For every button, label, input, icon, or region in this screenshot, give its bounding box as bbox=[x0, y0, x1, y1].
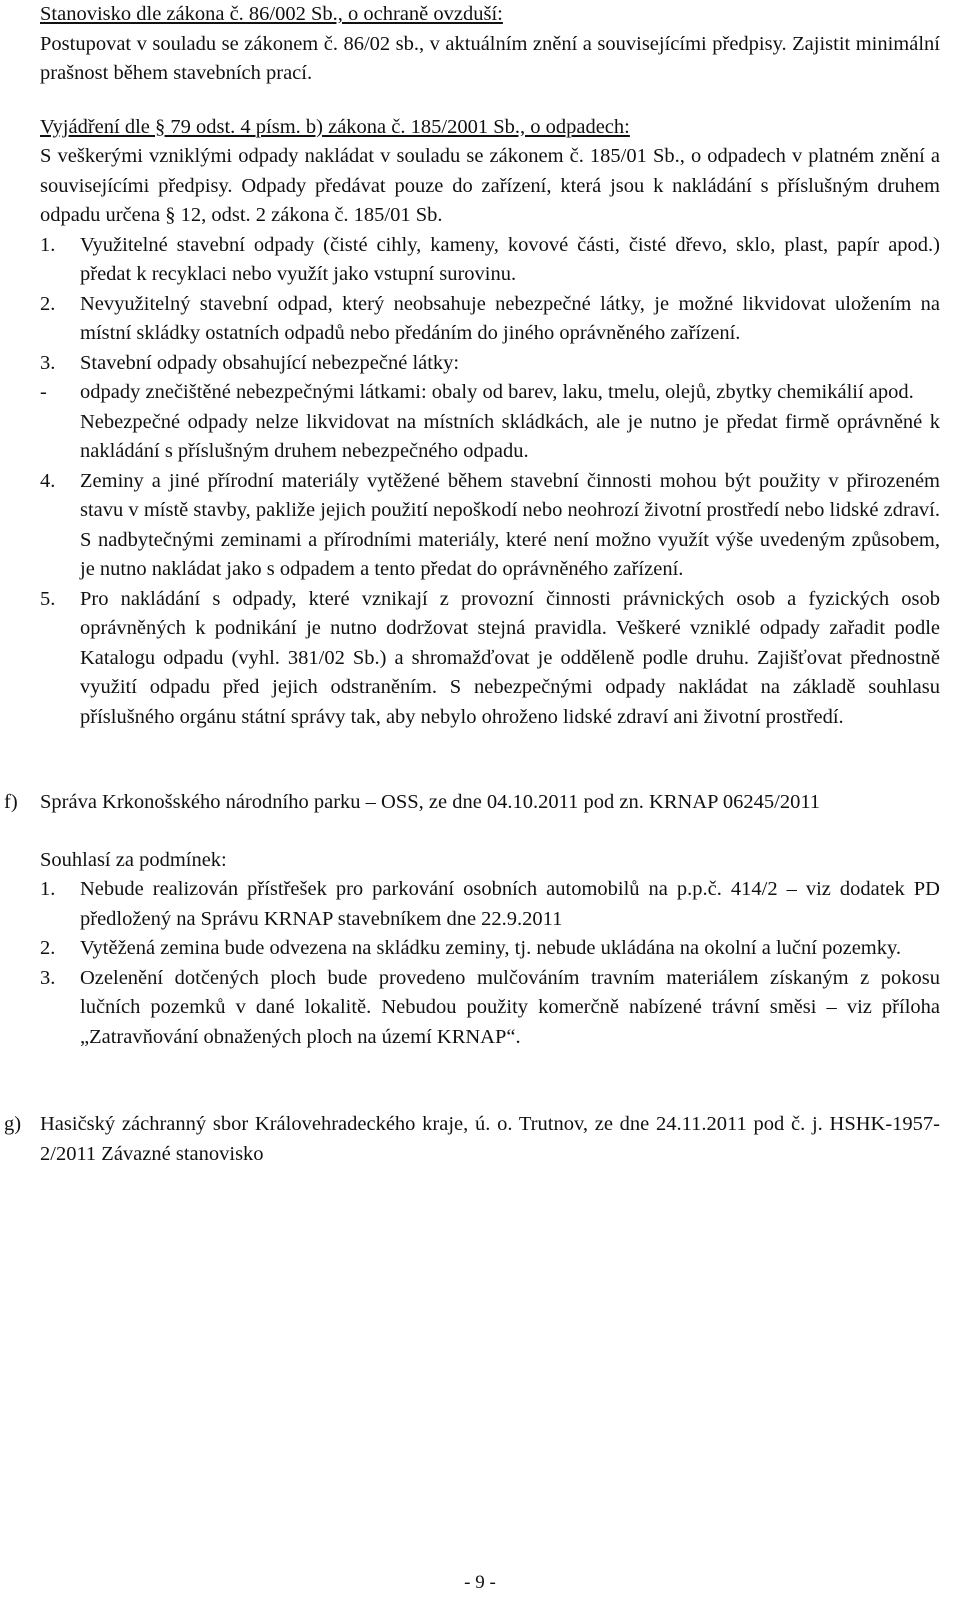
item-number: 5. bbox=[40, 587, 56, 610]
item-number: 3. bbox=[40, 966, 56, 989]
item-text: Nevyužitelný stavební odpad, který neobsahuje nebezpečné látky, je možné likvidovat uložením na místní skládky ostatních odpadů nebo předáním do jiného oprávněného zařízení. bbox=[80, 292, 940, 344]
dash-marker: - bbox=[40, 381, 47, 403]
item-text: Nebude realizován přístřešek pro parkování osobních automobilů na p.p.č. 414/2 – viz dodatek PD předložený na Správu KRNAP stavebníkem dne 22.9.2011 bbox=[80, 878, 940, 930]
item-note bbox=[40, 408, 940, 467]
list-item bbox=[40, 231, 940, 290]
page-number: - 9 - bbox=[464, 1572, 496, 1593]
section-f-subheading: Souhlasí za podmínek: bbox=[40, 848, 227, 871]
section-intro-waste: S veškerými vzniklými odpady nakládat v souladu se zákonem č. 185/01 Sb., o odpadech v platném znění a souvisejícími předpisy. Odpady předávat pouze do zařízení, která jsou k nakládání s příslušným druhem odpadu určena § 12, odst. 2 zákona č. 185/01 Sb. bbox=[40, 145, 940, 226]
item-text: Zeminy a jiné přírodní materiály vytěžené během stavební činnosti mohou být použity v přirozeném stavu v místě stavby, pakliže jejich použití nepoškodí nebo neohrozí životní prostředí nebo lidské zdraví. S nadbytečnými zeminami a přírodními materiály, které není možno využít výše uvedeným způsobem, je nutno nakládat jako s odpadem a tento předat do oprávněného zařízení. bbox=[80, 469, 940, 580]
list-item bbox=[40, 875, 940, 934]
list-item bbox=[40, 467, 940, 585]
item-number: 1. bbox=[40, 878, 56, 900]
item-number: 3. bbox=[40, 351, 56, 374]
list-item bbox=[40, 349, 940, 379]
document-page bbox=[4, 0, 940, 1169]
list-item bbox=[40, 585, 940, 733]
item-number: 2. bbox=[40, 292, 56, 315]
list-item bbox=[40, 934, 940, 964]
section-g-heading-text: Hasičský záchranný sbor Královehradeckého kraje, ú. o. Trutnov, ze dne 24.11.2011 pod č. j. HSHK-1957-2/2011 Závazné stanovisko bbox=[40, 1113, 940, 1165]
item-number: 4. bbox=[40, 469, 56, 492]
list-item bbox=[40, 290, 940, 349]
item-text: Vytěžená zemina bude odvezena na skládku zeminy, tj. nebude ukládána na okolní a luční pozemky. bbox=[80, 937, 902, 959]
item-text: Stavební odpady obsahující nebezpečné látky: bbox=[80, 351, 460, 374]
section-title-air: Stanovisko dle zákona č. 86/002 Sb., o ochraně ovzduší: bbox=[40, 3, 503, 25]
section-letter: f) bbox=[4, 791, 18, 813]
item-note-text: Nebezpečné odpady nelze likvidovat na místních skládkách, ale je nutno je předat firmě oprávněné k nakládání s příslušným druhem nebezpečného odpadu. bbox=[80, 410, 940, 462]
section-f-heading bbox=[4, 788, 940, 818]
item-number: 2. bbox=[40, 937, 56, 959]
item-text: Ozelenění dotčených ploch bude provedeno mulčováním travním materiálem získaným z pokosu lučních pozemků v dané lokalitě. Nebudou použity komerčně nabízené trávní směsi – viz příloha „Zatravňování obnažených ploch na území KRNAP“. bbox=[80, 966, 940, 1048]
section-letter: g) bbox=[4, 1113, 22, 1135]
item-text: Využitelné stavební odpady (čisté cihly, kameny, kovové části, čisté dřevo, sklo, plast, papír apod.) předat k recyklaci nebo využít jako vstupní surovinu. bbox=[80, 233, 940, 285]
section-g-heading bbox=[4, 1110, 940, 1169]
item-number: 1. bbox=[40, 233, 56, 256]
dash-item bbox=[40, 378, 940, 408]
section-f-heading-text: Správa Krkonošského národního parku – OSS, ze dne 04.10.2011 pod zn. KRNAP 06245/2011 bbox=[40, 791, 821, 813]
list-item bbox=[40, 964, 940, 1053]
section-title-waste: Vyjádření dle § 79 odst. 4 písm. b) zákona č. 185/2001 Sb., o odpadech: bbox=[40, 115, 630, 138]
dash-item-text: odpady znečištěné nebezpečnými látkami: obaly od barev, laku, tmelu, olejů, zbytky chemikálií apod. bbox=[80, 381, 914, 403]
section-text-air: Postupovat v souladu se zákonem č. 86/02 sb., v aktuálním znění a souvisejícími předpisy. Zajistit minimální prašnost během stavebních prací. bbox=[40, 32, 940, 84]
item-text: Pro nakládání s odpady, které vznikají z provozní činnosti právnických osob a fyzických osob oprávněných k podnikání je nutno dodržovat stejná pravidla. Veškeré vzniklé odpady zařadit podle Katalogu odpadu (vyhl. 381/02 Sb.) a shromažďovat je odděleně podle druhu. Zajišťovat přednostně využití odpadu před jejich odstraněním. S nebezpečnými odpady nakládat na základě souhlasu příslušného orgánu státní správy tak, aby nebylo ohroženo lidské zdraví ani životní prostředí. bbox=[80, 587, 940, 728]
